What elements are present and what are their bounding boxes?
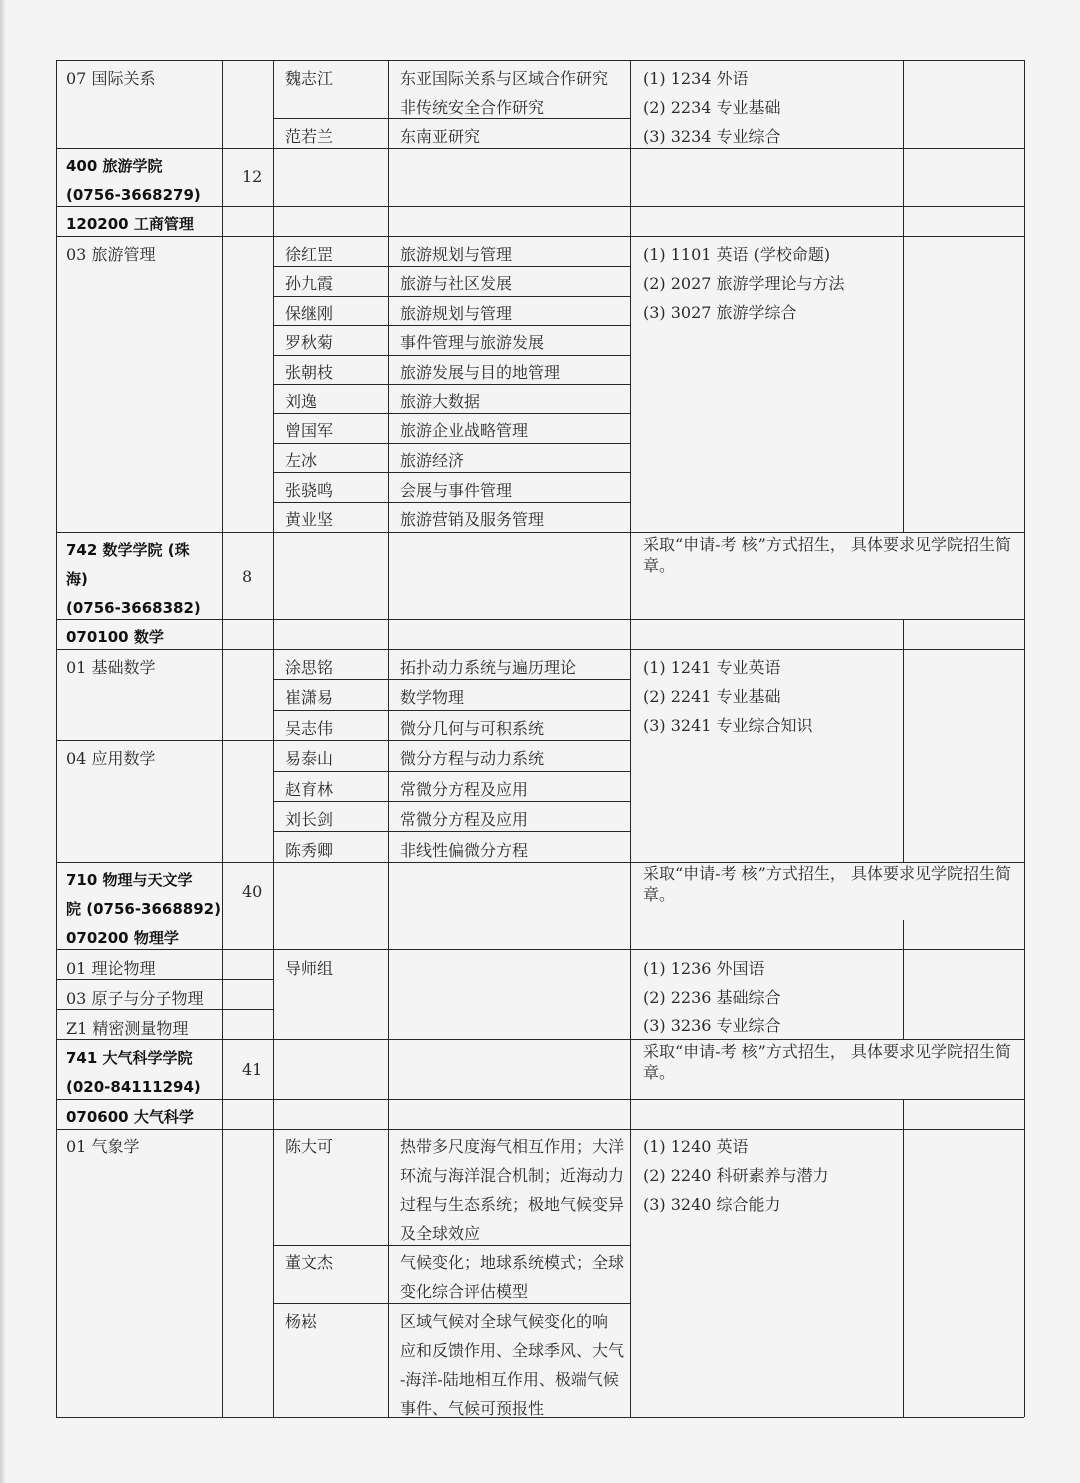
mentor-name: 黄业坚 [285, 510, 334, 529]
enrollment-quota: 12 [242, 167, 263, 186]
program-code: 03 原子与分子物理 [66, 989, 204, 1008]
mentor-name: 刘逸 [285, 392, 318, 411]
school-phone: (0756-3668279) [66, 186, 201, 204]
research-direction: 会展与事件管理 [400, 481, 513, 500]
mentor-name: 罗秋菊 [285, 333, 334, 352]
research-direction: 事件、气候可预报性 [400, 1399, 545, 1418]
research-direction: 旅游规划与管理 [400, 304, 513, 323]
mentor-name: 保继刚 [285, 304, 334, 323]
mentor-name: 董文杰 [285, 1253, 334, 1272]
enrollment-quota: 41 [242, 1060, 263, 1079]
program-code: Z1 精密测量物理 [66, 1019, 189, 1038]
exam-subject: (2) 2234 专业基础 [643, 98, 781, 117]
research-direction: 微分方程与动力系统 [400, 749, 545, 768]
mentor-name: 导师组 [285, 959, 334, 978]
research-direction: 区域气候对全球气候变化的响 [400, 1312, 609, 1331]
school-phone: 院 (0756-3668892) [66, 900, 221, 918]
mentor-name: 张朝枝 [285, 363, 334, 382]
row-border [56, 1099, 1024, 1100]
mentor-name: 左冰 [285, 451, 318, 470]
row-border [56, 236, 1024, 237]
school-phone: (0756-3668382) [66, 599, 201, 617]
mentor-name: 徐红罡 [285, 245, 334, 264]
research-direction: 旅游大数据 [400, 392, 481, 411]
discipline-code: 070100 数学 [66, 628, 164, 646]
enrollment-quota: 8 [242, 567, 253, 586]
research-direction: 旅游营销及服务管理 [400, 510, 545, 529]
research-direction: 过程与生态系统；极地气候变异 [400, 1195, 625, 1214]
research-direction: 及全球效应 [400, 1224, 481, 1243]
exam-subject: (1) 1240 英语 [643, 1137, 749, 1156]
mentor-name: 孙九霞 [285, 274, 334, 293]
mentor-name: 范若兰 [285, 127, 334, 146]
table-border-left [56, 60, 57, 1417]
col-border [903, 619, 904, 862]
research-direction: 东亚国际关系与区域合作研究 [400, 69, 609, 88]
discipline-code: 070200 物理学 [66, 929, 179, 947]
col-border [903, 949, 904, 1039]
mentor-name: 吴志伟 [285, 719, 334, 738]
exam-subject: (3) 3236 专业综合 [643, 1016, 781, 1035]
research-direction: 拓扑动力系统与遍历理论 [400, 658, 577, 677]
mentor-name: 陈秀卿 [285, 841, 334, 860]
row-border [56, 619, 1024, 620]
research-direction: -海洋-陆地相互作用、极端气候 [400, 1370, 619, 1389]
research-direction: 常微分方程及应用 [400, 810, 529, 829]
program-code: 03 旅游管理 [66, 245, 156, 264]
admission-note: 采取“申请-考 核”方式招生， 具体要求见学院招生简章。 [643, 1042, 1011, 1082]
research-direction: 东南亚研究 [400, 127, 481, 146]
mentor-name: 魏志江 [285, 69, 334, 88]
mentor-name: 曾国军 [285, 421, 334, 440]
program-code: 01 气象学 [66, 1137, 140, 1156]
research-direction: 数学物理 [400, 688, 465, 707]
research-direction: 旅游规划与管理 [400, 245, 513, 264]
col-border [273, 60, 274, 1417]
discipline-code: 120200 工商管理 [66, 215, 194, 233]
col-border [630, 60, 631, 1417]
col-border [903, 1099, 904, 1417]
school-name: 741 大气科学学院 [66, 1049, 193, 1067]
program-code: 04 应用数学 [66, 749, 156, 768]
mentor-name: 涂思铭 [285, 658, 334, 677]
mentor-name: 崔潇易 [285, 688, 334, 707]
table-border-right [1024, 60, 1025, 1417]
school-name: 742 数学学院 (珠 [66, 541, 190, 559]
school-name: 400 旅游学院 [66, 157, 163, 175]
col-border [903, 920, 904, 949]
mentor-name: 杨崧 [285, 1312, 318, 1331]
exam-subject: (2) 2240 科研素养与潜力 [643, 1166, 829, 1185]
research-direction: 非线性偏微分方程 [400, 841, 529, 860]
research-direction: 环流与海洋混合机制；近海动力 [400, 1166, 625, 1185]
row-border [56, 649, 1024, 650]
research-direction: 事件管理与旅游发展 [400, 333, 545, 352]
program-code: 01 基础数学 [66, 658, 156, 677]
mentor-name: 张骁鸣 [285, 481, 334, 500]
research-direction: 应和反馈作用、全球季风、大气 [400, 1341, 625, 1360]
program-code: 01 理论物理 [66, 959, 156, 978]
row-border [56, 60, 1024, 61]
mentor-name: 易泰山 [285, 749, 334, 768]
exam-subject: (3) 3241 专业综合知识 [643, 716, 813, 735]
exam-subject: (3) 3240 综合能力 [643, 1195, 781, 1214]
exam-subject: (1) 1101 英语 (学校命题) [643, 245, 831, 264]
exam-subject: (1) 1241 专业英语 [643, 658, 781, 677]
row-border [56, 1039, 1024, 1040]
discipline-code: 070600 大气科学 [66, 1108, 194, 1126]
research-direction: 旅游企业战略管理 [400, 421, 529, 440]
research-direction: 微分几何与可积系统 [400, 719, 545, 738]
research-direction: 变化综合评估模型 [400, 1282, 529, 1301]
row-border [56, 206, 1024, 207]
col-border [388, 60, 389, 1417]
row-border [56, 949, 1024, 950]
exam-subject: (1) 1236 外国语 [643, 959, 765, 978]
col-border [903, 60, 904, 532]
mentor-name: 赵育林 [285, 780, 334, 799]
research-direction: 非传统安全合作研究 [400, 98, 545, 117]
research-direction: 旅游经济 [400, 451, 465, 470]
enrollment-quota: 40 [242, 882, 263, 901]
research-direction: 气候变化；地球系统模式；全球 [400, 1253, 625, 1272]
exam-subject: (1) 1234 外语 [643, 69, 749, 88]
exam-subject: (2) 2241 专业基础 [643, 687, 781, 706]
mentor-name: 陈大可 [285, 1137, 334, 1156]
row-border [56, 1129, 1024, 1130]
row-border [56, 148, 1024, 149]
admission-note: 采取“申请-考 核”方式招生， 具体要求见学院招生简章。 [643, 535, 1011, 575]
school-name: 710 物理与天文学 [66, 871, 193, 889]
col-border [222, 60, 223, 1417]
school-phone: (020-84111294) [66, 1078, 201, 1096]
program-code: 07 国际关系 [66, 69, 156, 88]
research-direction: 旅游与社区发展 [400, 274, 513, 293]
exam-subject: (2) 2027 旅游学理论与方法 [643, 274, 845, 293]
mentor-name: 刘长剑 [285, 810, 334, 829]
research-direction: 旅游发展与目的地管理 [400, 363, 561, 382]
admission-note: 采取“申请-考 核”方式招生， 具体要求见学院招生简章。 [643, 864, 1011, 904]
research-direction: 常微分方程及应用 [400, 780, 529, 799]
research-direction: 热带多尺度海气相互作用；大洋 [400, 1137, 625, 1156]
exam-subject: (2) 2236 基础综合 [643, 988, 781, 1007]
exam-subject: (3) 3234 专业综合 [643, 127, 781, 146]
exam-subject: (3) 3027 旅游学综合 [643, 303, 797, 322]
school-name: 海) [66, 570, 88, 588]
